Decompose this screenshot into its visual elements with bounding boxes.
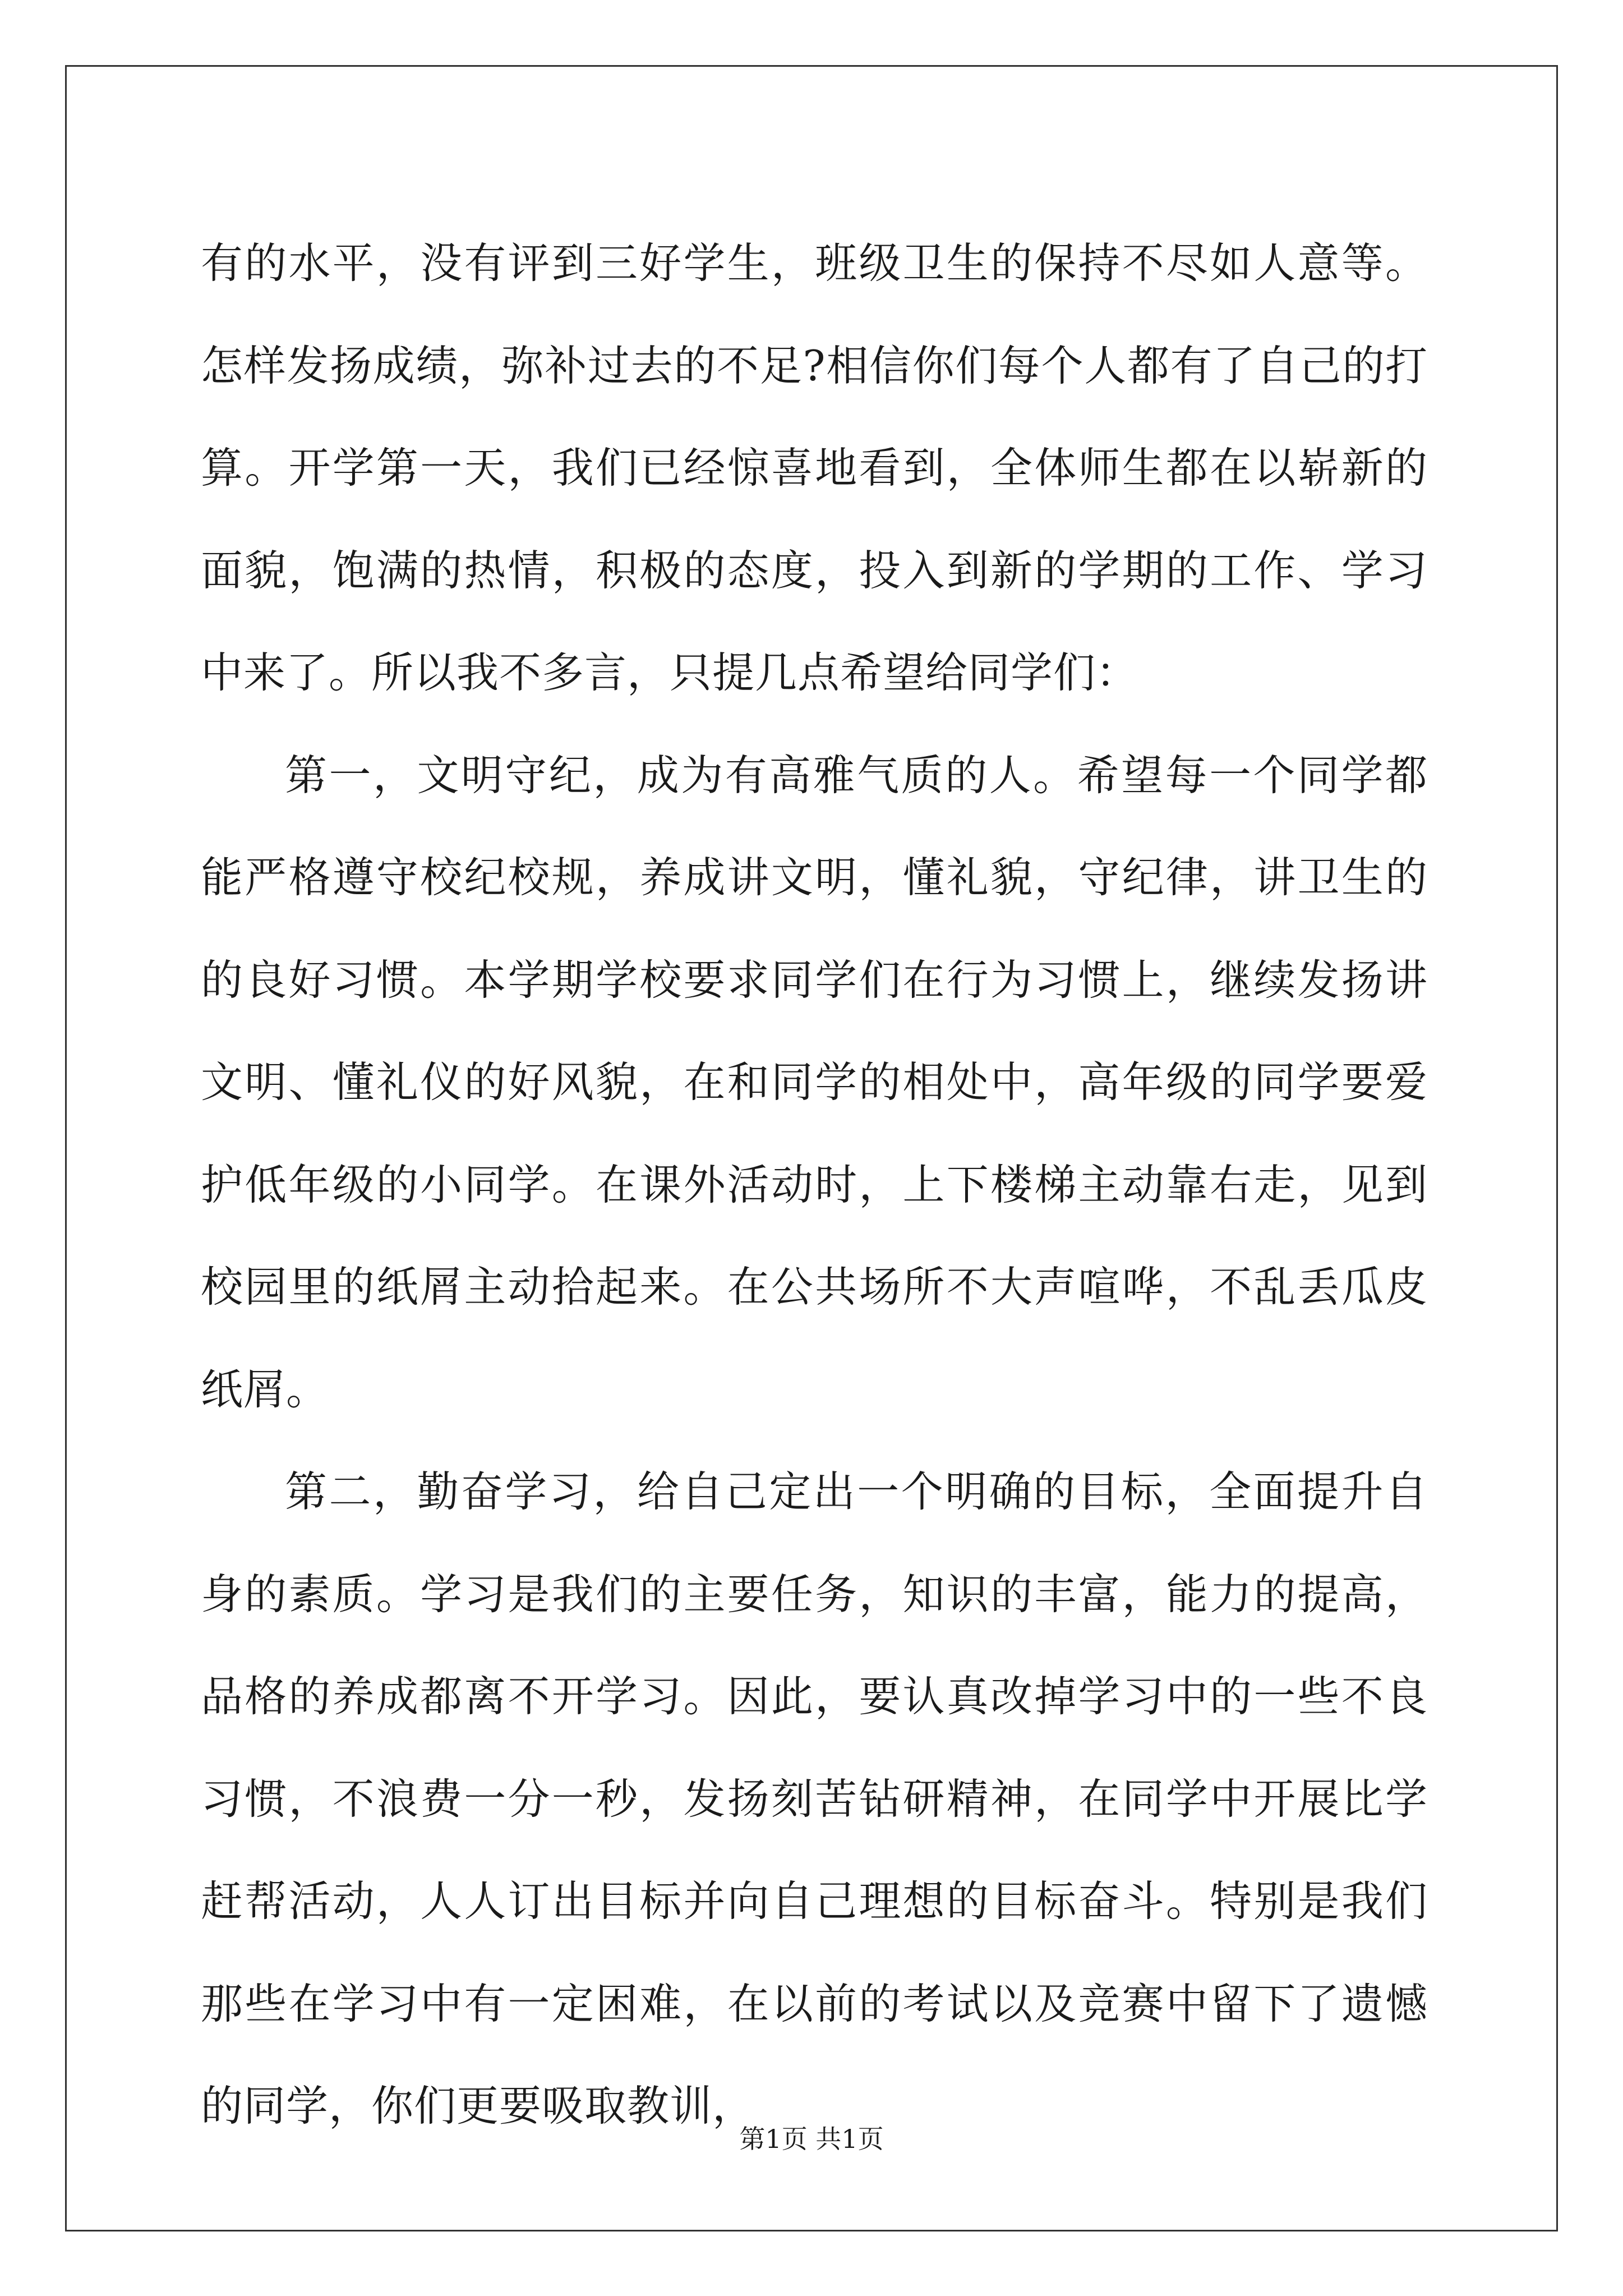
paragraph-2: 第一，文明守纪，成为有高雅气质的人。希望每一个同学都能严格遵守校纪校规，养成讲文明，懂礼貌，守纪律，讲卫生的的良好习惯。本学期学校要求同学们在行为习惯上，继续发扬讲文明、懂礼仪的好风貌，在和同学的相处中，高年级的同学要爱护低年级的小同学。在课外活动时，上下楼梯主动靠右走，见到校园里的纸屑主动拾起来。在公共场所不大声喧哗，不乱丢瓜皮纸屑。: [201, 750, 1428, 1414]
document-body: [201, 212, 1428, 2157]
page-footer: 第1页 共1页: [739, 2124, 884, 2154]
paragraph-1: 有的水平，没有评到三好学生，班级卫生的保持不尽如人意等。怎样发扬成绩，弥补过去的不足?相信你们每个人都有了自己的打算。开学第一天，我们已经惊喜地看到，全体师生都在以崭新的面貌，饱满的热情，积极的态度，投入到新的学期的工作、学习中来了。所以我不多言，只提几点希望给同学们：: [201, 238, 1428, 697]
paragraph-3: 第二，勤奋学习，给自己定出一个明确的目标，全面提升自身的素质。学习是我们的主要任务，知识的丰富，能力的提高，品格的养成都离不开学习。因此，要认真改掉学习中的一些不良习惯，不浪费一分一秒，发扬刻苦钻研精神，在同学中开展比学赶帮活动，人人订出目标并向自己理想的目标奋斗。特别是我们那些在学习中有一定困难，在以前的考试以及竞赛中留下了遗憾的同学，你们更要吸取教训，: [201, 1467, 1428, 2131]
